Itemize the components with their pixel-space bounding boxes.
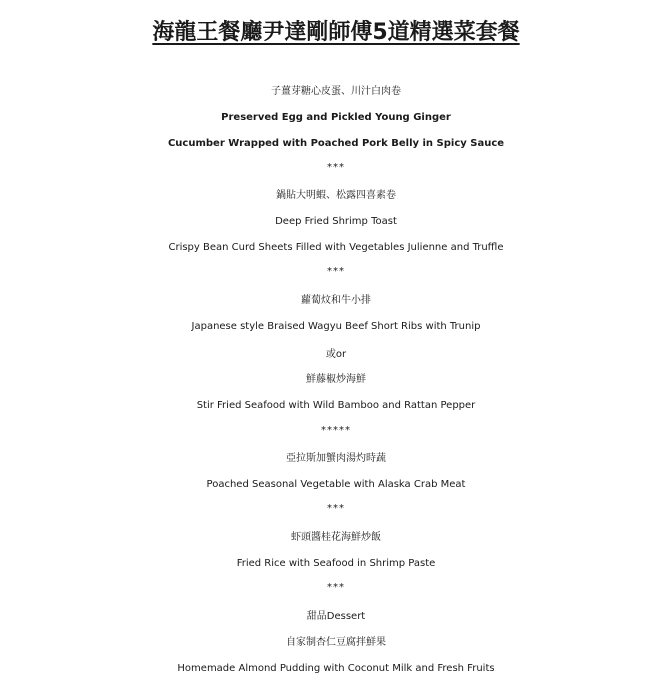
course-3-separator: ***** [321, 425, 351, 436]
course-2-separator: *** [327, 266, 345, 277]
menu-title-text: 海龍王餐廳尹達剛師傅5道精選菜套餐 [152, 20, 520, 45]
menu-title [0, 18, 672, 48]
course-5-separator: *** [327, 582, 345, 593]
dessert-heading: 甜品Dessert [306, 611, 366, 622]
course-3-english: Japanese style Braised Wagyu Beef Short Ribs with Trunip [191, 321, 481, 332]
course-4-separator: *** [327, 503, 345, 514]
course-3-or: 或or [325, 349, 347, 360]
course-5-english: Fried Rice with Seafood in Shrimp Paste [236, 558, 436, 569]
course-1-english-line-2: Cucumber Wrapped with Poached Pork Belly in Spicy Sauce [167, 138, 505, 149]
course-3-chinese: 蘿蔔炆和牛小排 [301, 295, 371, 306]
course-5-chinese: 虾頭醬桂花海鮮炒飯 [291, 532, 381, 543]
course-2-english-line-1: Deep Fried Shrimp Toast [275, 216, 397, 227]
course-1-english-line-1: Preserved Egg and Pickled Young Ginger [221, 112, 451, 123]
dessert-english: Homemade Almond Pudding with Coconut Milk and Fresh Fruits [177, 663, 495, 674]
course-4-english: Poached Seasonal Vegetable with Alaska Crab Meat [206, 479, 466, 490]
course-4-chinese: 亞拉斯加蟹肉湯灼時蔬 [286, 453, 386, 464]
course-2-english-line-2: Crispy Bean Curd Sheets Filled with Vegetables Julienne and Truffle [168, 242, 504, 253]
course-3-alt-english: Stir Fried Seafood with Wild Bamboo and Rattan Pepper [196, 400, 476, 411]
course-1-separator: *** [327, 162, 345, 173]
course-2-chinese: 鍋貼大明蝦、松露四喜素卷 [276, 190, 396, 201]
course-1-chinese: 子薑芽糖心皮蛋、川汁白肉卷 [271, 86, 401, 97]
course-3-alt-chinese: 鮮藤椒炒海鮮 [306, 374, 366, 385]
dessert-chinese: 自家制杏仁豆腐拌鮮果 [286, 637, 386, 648]
